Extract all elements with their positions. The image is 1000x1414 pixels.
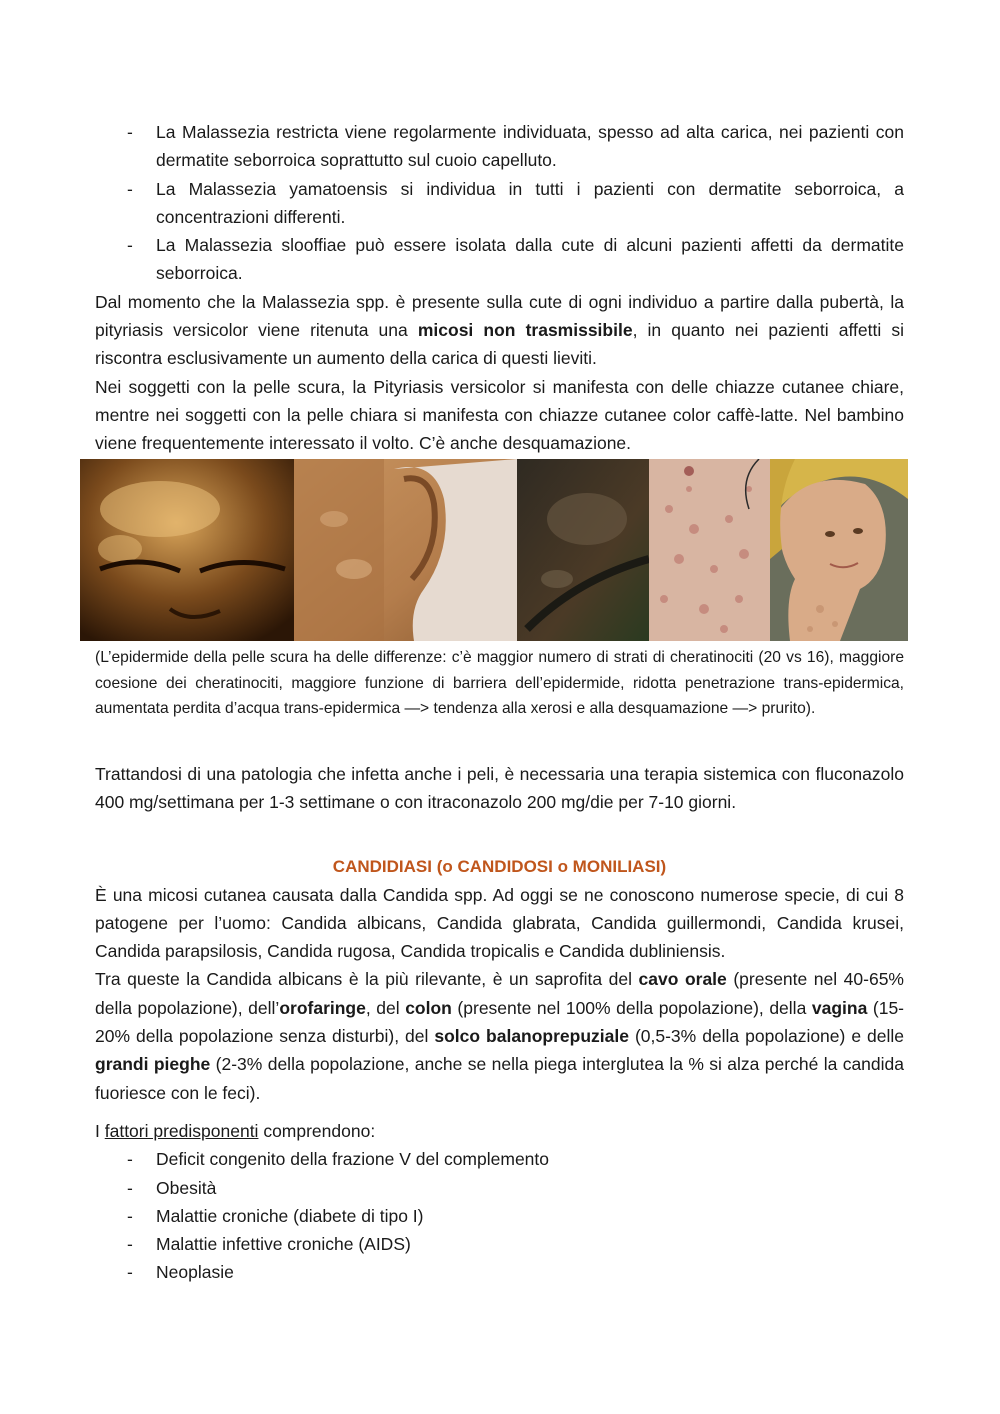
factors-list [95, 1145, 904, 1286]
document-body-continued [95, 760, 904, 1287]
list-item: - Neoplasie [95, 1258, 904, 1286]
paragraph-candida-definition: È una micosi cutanea causata dalla Candida spp. Ad oggi se ne conoscono numerose specie, di cui 8 patogene per l’uomo: Candida albicans, Candida glabrata, Candida guillermondi, Candida krusei, Candida parapsilosis, Candida rugosa, Candida tropicalis e Candida dubliniensis. [95, 884, 904, 962]
paragraph-transmissibility: Dal momento che la Malassezia spp. è presente sulla cute di ogni individuo a partire dalla pubertà, la pityriasis versicolor viene ritenuta una micosi non trasmissibile, in quanto nei pazienti affetti si riscontra esclusivamente un aumento della carica di questi lieviti. [95, 291, 904, 369]
photo-child-face [80, 459, 294, 641]
section-title: CANDIDIASI (o CANDIDOSI o MONILIASI) [332, 856, 667, 876]
list-item: - Obesità [95, 1174, 904, 1202]
list-item: - La Malassezia slooffiae può essere isolata dalla cute di alcuni pazienti affetti da dermatite seborroica. [95, 231, 904, 288]
paragraph-candida-albicans: Tra queste la Candida albicans è la più rilevante, è un saprofita del cavo orale (presente nel 40-65% della popolazione), dell’orofaringe, del colon (presente nel 100% della popolazione), della vagina (15-20% della popolazione senza disturbi), del solco balanoprepuziale (0,5-3% della popolazione) e delle grandi pieghe (2-3% della popolazione, anche se nella piega interglutea la % si alza perché la candida fuoriesce con le feci). [95, 969, 905, 1103]
paragraph-skin-presentation: Nei soggetti con la pelle scura, la Pityriasis versicolor si manifesta con delle chiazze cutanee chiare, mentre nei soggetti con la pelle chiara si manifesta con chiazze cutanee color caffè-latte. Nel bambino viene frequentemente interessato il volto. C’è anche desquamazione. [95, 376, 904, 454]
photo-dark-skin-jaw [517, 459, 649, 641]
document-body [95, 118, 904, 458]
photo-skin-patches [649, 459, 770, 641]
photo-child-ear [294, 459, 517, 641]
photo-caption [95, 645, 904, 722]
list-item: - Deficit congenito della frazione V del complemento [95, 1145, 904, 1173]
malassezia-list [95, 118, 904, 288]
paragraph-therapy: Trattandosi di una patologia che infetta anche i peli, è necessaria una terapia sistemica con fluconazolo 400 mg/settimana per 1-3 settimane o con itraconazolo 200 mg/die per 7-10 giorni. [95, 764, 904, 813]
photo-woman-neck [770, 459, 908, 641]
factors-intro: I fattori predisponenti comprendono: [95, 1120, 376, 1141]
clinical-photo-strip [80, 459, 908, 641]
list-item: - La Malassezia yamatoensis si individua in tutti i pazienti con dermatite seborroica, a concentrazioni differenti. [95, 175, 904, 232]
caption-text: (L’epidermide della pelle scura ha delle differenze: c’è maggior numero di strati di cheratinociti (20 vs 16), maggiore coesione dei cheratinociti, maggiore funzione di barriera dell’epidermide, ridotta penetrazione trans-epidermica, aumentata perdita d’acqua trans-epidermica —> tendenza alla xerosi e alla desquamazione —> prurito). [95, 649, 904, 718]
list-item: - Malattie croniche (diabete di tipo I) [95, 1202, 904, 1230]
list-item: - Malattie infettive croniche (AIDS) [95, 1230, 904, 1258]
list-item: - La Malassezia restricta viene regolarmente individuata, spesso ad alta carica, nei pazienti con dermatite seborroica soprattutto sul cuoio capelluto. [95, 118, 904, 175]
